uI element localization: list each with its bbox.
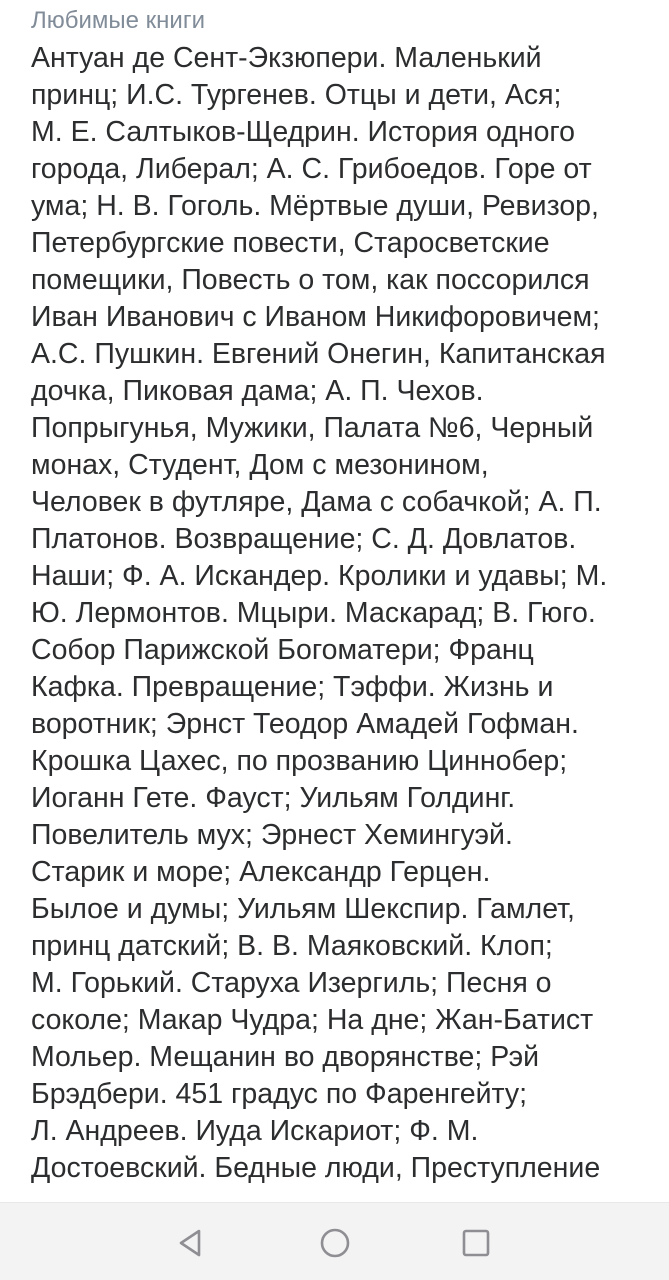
book-text-line: дочка, Пиковая дама; А. П. Чехов. bbox=[31, 375, 484, 407]
book-text-line: Брэдбери. 451 градус по Фаренгейту; bbox=[31, 1078, 528, 1110]
book-text-line: Собор Парижской Богоматери; Франц bbox=[31, 634, 534, 666]
square-recents-icon bbox=[458, 1225, 494, 1261]
book-text-line: А.С. Пушкин. Евгений Онегин, Капитанская bbox=[31, 338, 606, 370]
book-text-line: Ю. Лермонтов. Мцыри. Маскарад; В. Гюго. bbox=[31, 597, 596, 629]
back-button[interactable] bbox=[169, 1221, 213, 1265]
book-text-line: принц датский; В. В. Маяковский. Клоп; bbox=[31, 930, 553, 962]
book-text-line: Достоевский. Бедные люди, Преступление bbox=[31, 1152, 601, 1184]
circle-home-icon bbox=[317, 1225, 353, 1261]
home-button[interactable] bbox=[313, 1221, 357, 1265]
book-text-line: принц; И.С. Тургенев. Отцы и дети, Ася; bbox=[31, 79, 562, 111]
profile-details-content bbox=[31, 0, 646, 1202]
book-text-line: Крошка Цахес, по прозванию Циннобер; bbox=[31, 745, 568, 777]
book-text-line: Человек в футляре, Дама с собачкой; А. П. bbox=[31, 486, 602, 518]
system-navigation-bar bbox=[0, 1202, 669, 1280]
book-text-line: М. Горький. Старуха Изергиль; Песня о bbox=[31, 967, 552, 999]
book-text-line: Антуан де Сент-Экзюпери. Маленький bbox=[31, 42, 542, 74]
book-text-line: Попрыгунья, Мужики, Палата №6, Черный bbox=[31, 412, 594, 444]
book-text-line: Петербургские повести, Старосветские bbox=[31, 227, 550, 259]
favorite-books-label: Любимые книги bbox=[31, 7, 205, 34]
book-text-line: Наши; Ф. А. Искандер. Кролики и удавы; М. bbox=[31, 560, 608, 592]
book-text-line: города, Либерал; А. С. Грибоедов. Горе от bbox=[31, 153, 592, 185]
book-text-line: монах, Студент, Дом с мезонином, bbox=[31, 449, 489, 481]
book-text-line: соколе; Макар Чудра; На дне; Жан-Батист bbox=[31, 1004, 594, 1036]
book-text-line: воротник; Эрнст Теодор Амадей Гофман. bbox=[31, 708, 579, 740]
book-text-line: Кафка. Превращение; Тэффи. Жизнь и bbox=[31, 671, 554, 703]
book-text-line: Повелитель мух; Эрнест Хемингуэй. bbox=[31, 819, 513, 851]
favorite-books-text bbox=[31, 40, 646, 1187]
book-text-line: Мольер. Мещанин во дворянстве; Рэй bbox=[31, 1041, 540, 1073]
book-text-line: Старик и море; Александр Герцен. bbox=[31, 856, 491, 888]
book-text-line: М. Е. Салтыков-Щедрин. История одного bbox=[31, 116, 576, 148]
book-text-line: помещики, Повесть о том, как поссорился bbox=[31, 264, 590, 296]
book-text-line: Былое и думы; Уильям Шекспир. Гамлет, bbox=[31, 893, 575, 925]
book-text-line: Иван Иванович с Иваном Никифоровичем; bbox=[31, 301, 600, 333]
book-text-line: Платонов. Возвращение; С. Д. Довлатов. bbox=[31, 523, 577, 555]
book-text-line: ума; Н. В. Гоголь. Мёртвые души, Ревизор, bbox=[31, 190, 599, 222]
triangle-back-icon bbox=[173, 1225, 209, 1261]
recents-button[interactable] bbox=[454, 1221, 498, 1265]
book-text-line: Л. Андреев. Иуда Искариот; Ф. М. bbox=[31, 1115, 479, 1147]
book-text-line: Иоганн Гете. Фауст; Уильям Голдинг. bbox=[31, 782, 516, 814]
